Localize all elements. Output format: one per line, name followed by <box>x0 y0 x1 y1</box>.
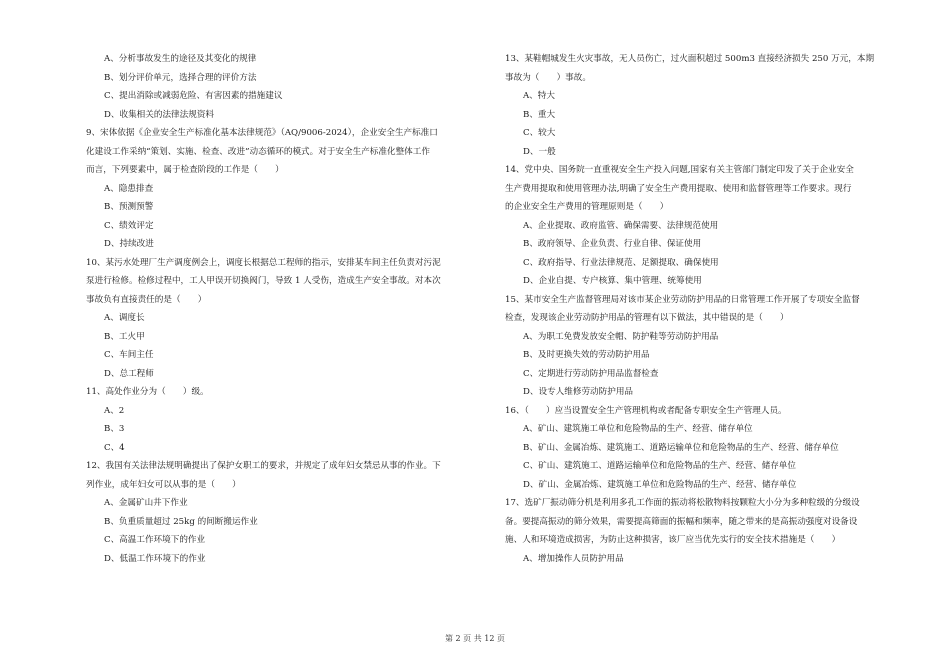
answer-option: A、特大 <box>523 91 555 101</box>
answer-option: A、分析事故发生的途径及其变化的规律 <box>104 54 257 64</box>
answer-option: A、为职工免费发放安全帽、防护鞋等劳动防护用品 <box>523 331 719 342</box>
answer-option: D、低温工作环境下的作业 <box>104 553 206 564</box>
answer-option: B、负重质量超过 25kg 的间断搬运作业 <box>104 516 258 527</box>
question-text: 施、人和环境造成损害，为防止这种损害，该厂应当优先实行的安全技术措施是（ ） <box>505 535 841 545</box>
answer-option: B、重大 <box>523 109 556 120</box>
answer-option: B、划分评价单元，选择合理的评价方法 <box>104 72 257 83</box>
question-text: 备。要提高振动的筛分效果，需要提高筛面的振幅和频率，随之带来的是高振动强度对设备设 <box>505 516 858 527</box>
answer-option: C、4 <box>104 442 125 453</box>
question-text: 9、宋体依据《企业安全生产标准化基本法律规范》（AQ/9006-2024），企业安全生产标准口 <box>86 128 438 138</box>
question-text: 事故负有直接责任的是（ ） <box>86 294 207 305</box>
left-column <box>86 50 490 568</box>
answer-option: D、收集相关的法律法规资料 <box>104 109 215 120</box>
question-text: 10、某污水处理厂生产调度例会上，调度长根据总工程师的指示，安排某车间主任负责对污泥 <box>86 257 441 268</box>
answer-option: C、绩效评定 <box>104 220 154 231</box>
answer-option: A、调度长 <box>104 313 145 323</box>
answer-option: D、企业自提、专户核算、集中管理、统筹使用 <box>523 276 702 286</box>
answer-option: D、设专人维修劳动防护用品 <box>523 387 634 397</box>
answer-option: C、定期进行劳动防护用品监督检查 <box>523 368 659 379</box>
answer-option: D、一般 <box>523 146 556 157</box>
answer-option: B、政府领导、企业负责、行业自律、保证使用 <box>523 239 702 249</box>
answer-option: C、提出消除或减弱危险、有害因素的措施建议 <box>104 91 283 101</box>
answer-option: A、金属矿山井下作业 <box>104 498 188 508</box>
question-text: 事故为（ ）事故。 <box>505 72 591 83</box>
answer-option: C、政府指导、行业法律规范、足额提取、确保使用 <box>523 257 719 268</box>
question-text: 检查，发现该企业劳动防护用品的管理有以下做法，其中错误的是（ ） <box>505 313 789 323</box>
question-text: 而言，下列要素中，属于检查阶段的工作是（ ） <box>86 165 284 175</box>
answer-option: C、矿山、建筑施工、道路运输单位和危险物品的生产、经营、储存单位 <box>523 461 796 471</box>
page-footer: 第 2 页 共 12 页 <box>445 634 505 643</box>
question-text: 15、某市安全生产监督管理局对该市某企业劳动防护用品的日常管理工作开展了专项安全监督 <box>505 294 860 305</box>
question-text: 17、选矿厂振动筛分机是利用多孔工作面的振动将松散物料按颗粒大小分为多种粒级的分级设 <box>505 498 860 508</box>
question-text: 13、某鞋帽城发生火灾事故，无人员伤亡，过火面积超过 500m3 直接经济损失 250 万元，本期 <box>505 54 875 64</box>
answer-option: D、矿山、金属冶炼、建筑施工单位和危险物品的生产、经营、储存单位 <box>523 479 797 490</box>
answer-option: D、总工程师 <box>104 368 154 379</box>
answer-option: A、增加操作人员防护用品 <box>523 553 624 564</box>
question-text: 16、（ ）应当设置安全生产管理机构或者配备专职安全生产管理人员。 <box>505 405 787 416</box>
answer-option: B、及时更换失效的劳动防护用品 <box>523 350 650 360</box>
answer-option: C、较大 <box>523 128 556 138</box>
question-text: 11、高处作业分为（ ）级。 <box>86 387 209 397</box>
answer-option: B、预测预警 <box>104 202 154 212</box>
answer-option: B、工火甲 <box>104 331 145 342</box>
question-text: 生产费用提取和使用管理办法,明确了安全生产费用提取、使用和监督管理等工作要求。现行 <box>505 183 852 194</box>
question-text: 化建设工作采纳“策划、实施、检查、改进”动态循环的模式。对于安全生产标准化整体工作 <box>86 146 430 157</box>
question-text: 的企业安全生产费用的管理原则是（ ） <box>505 202 669 212</box>
right-column <box>505 50 910 568</box>
answer-option: B、矿山、金属冶炼、建筑施工、道路运输单位和危险物品的生产、经营、储存单位 <box>523 442 839 453</box>
answer-option: B、3 <box>104 424 125 434</box>
question-text: 12、我国有关法律法规明确提出了保护女职工的要求，并规定了成年妇女禁忌从事的作业。下 <box>86 461 441 471</box>
answer-option: A、矿山、建筑施工单位和危险物品的生产、经营、储存单位 <box>523 424 753 434</box>
answer-option: C、高温工作环境下的作业 <box>104 535 206 545</box>
answer-option: A、2 <box>104 405 125 416</box>
question-text: 列作业，成年妇女可以从事的是（ ） <box>86 479 241 490</box>
question-text: 14、党中央、国务院一直重视安全生产投入问题,国家有关主管部门制定印发了关于企业安全 <box>505 165 854 175</box>
question-text: 泵进行检修。检修过程中，工人甲误开切换阀门，导致 1 人受伤，造成生产安全事故。对本次 <box>86 276 441 286</box>
answer-option: A、企业提取、政府监管、确保需要、法律规范使用 <box>523 220 719 231</box>
answer-option: A、隐患排查 <box>104 183 154 194</box>
answer-option: C、车间主任 <box>104 350 154 360</box>
answer-option: D、持续改进 <box>104 239 154 249</box>
